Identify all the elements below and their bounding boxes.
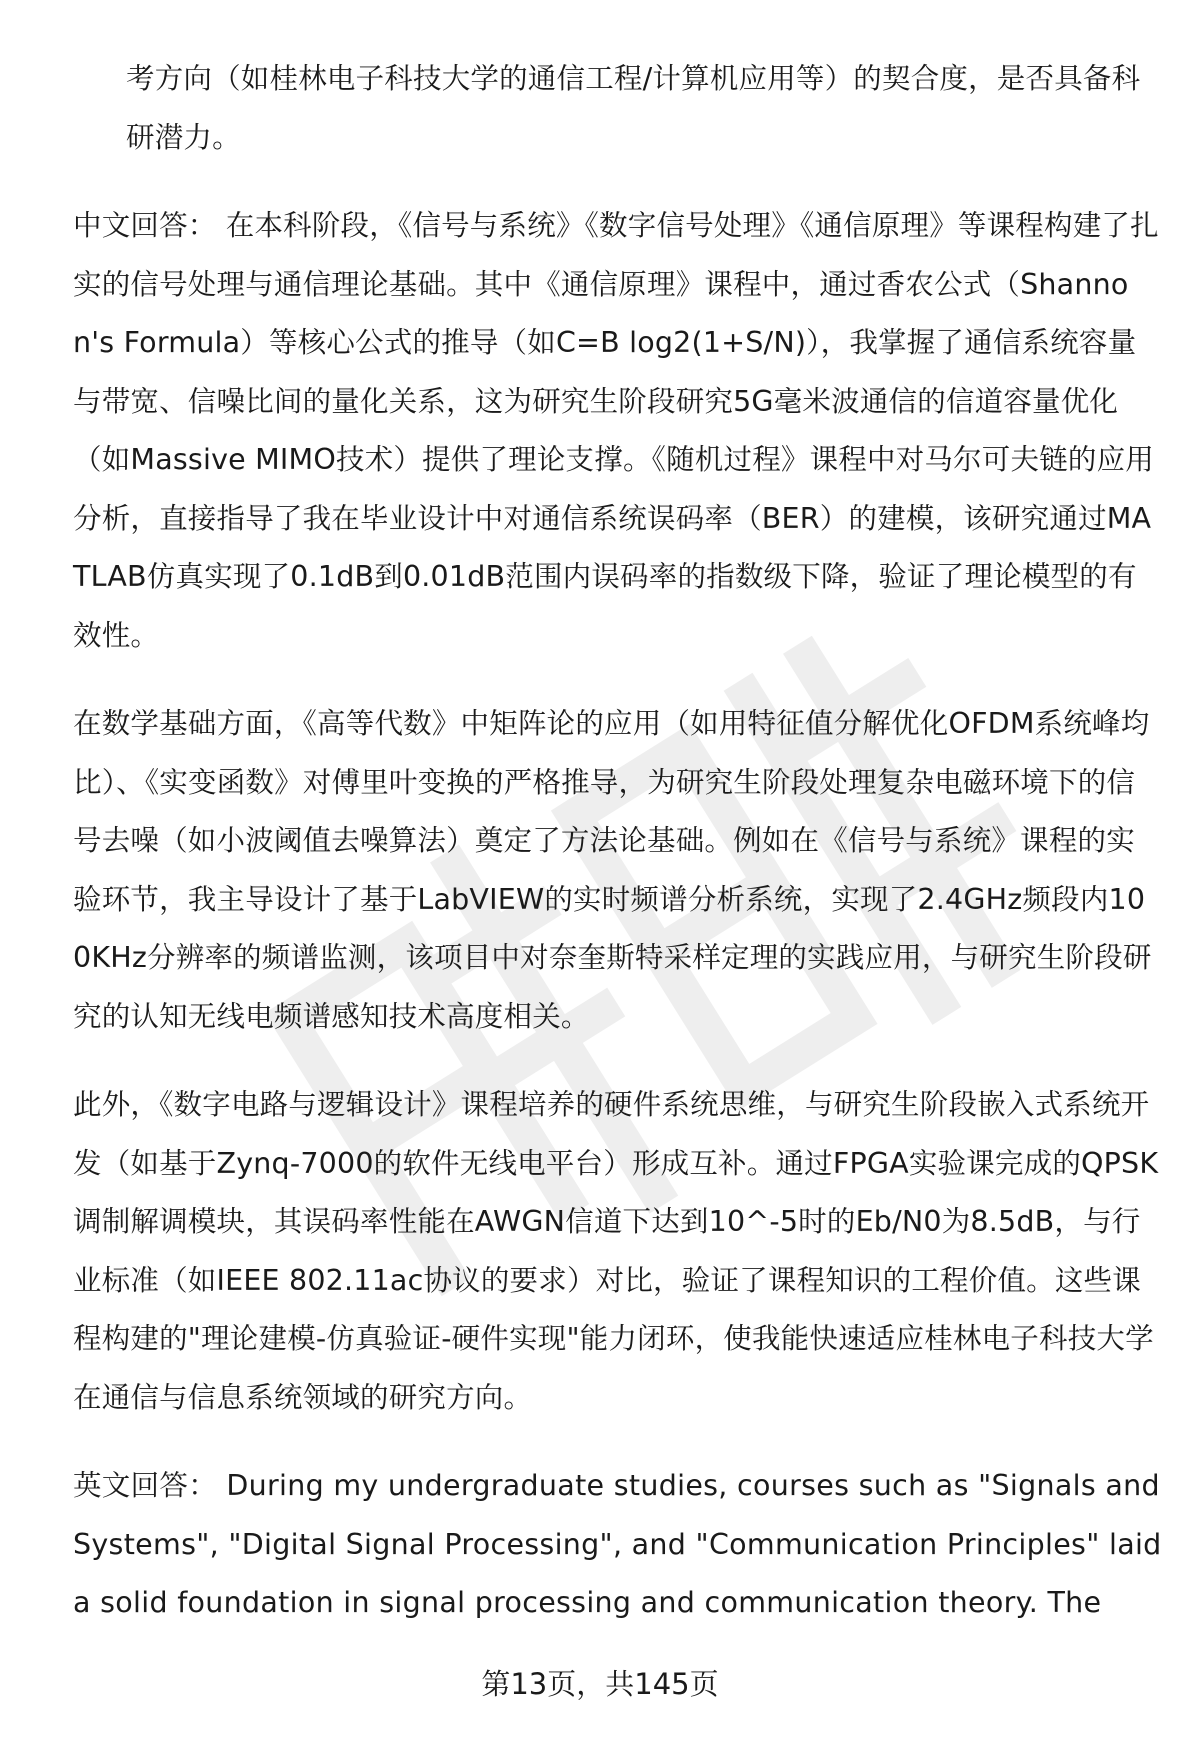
math-foundation-paragraph: 在数学基础方面，《高等代数》中矩阵论的应用（如用特征值分解优化OFDM系统峰均比）、《实变函数》对傅里叶变换的严格推导，为研究生阶段处理复杂电磁环境下的信号去噪（如小波阈值去噪算法）奠定了方法论基础。例如在《信号与系统》课程的实验环节，我主导设计了基于LabVIEW的实时频谱分析系统，实现了2.4GHz频段内100KHz分辨率的频谱监测，该项目中对奈奎斯特采样定理的实践应用，与研究生阶段研究的认知无线电频谱感知技术高度相关。	[73, 707, 1152, 1033]
chinese-answer-paragraph: 中文回答： 在本科阶段，《信号与系统》《数字信号处理》《通信原理》等课程构建了扎实的信号处理与通信理论基础。其中《通信原理》课程中，通过香农公式（Shannon's Formula）等核心公式的推导（如C=B log2(1+S/N)），我掌握了通信系统容量与带宽、信噪比间的量化关系，这为研究生阶段研究5G毫米波通信的信道容量优化（如Massive MIMO技术）提供了理论支撑。《随机过程》课程中对马尔可夫链的应用分析，直接指导了我在毕业设计中对通信系统误码率（BER）的建模，该研究通过MATLAB仿真实现了0.1dB到0.01dB范围内误码率的指数级下降，验证了理论模型的有效性。	[73, 209, 1159, 652]
hardware-paragraph: 此外，《数字电路与逻辑设计》课程培养的硬件系统思维，与研究生阶段嵌入式系统开发（如基于Zynq-7000的软件无线电平台）形成互补。通过FPGA实验课完成的QPSK调制解调模块，其误码率性能在AWGN信道下达到10^-5时的Eb/N0为8.5dB，与行业标准（如IEEE 802.11ac协议的要求）对比，验证了课程知识的工程价值。这些课程构建的"理论建模-仿真验证-硬件实现"能力闭环，使我能快速适应桂林电子科技大学在通信与信息系统领域的研究方向。	[73, 1088, 1159, 1414]
document-body	[73, 50, 1163, 1633]
paragraph-spacer	[73, 167, 1163, 197]
english-answer-paragraph: 英文回答： During my undergraduate studies, courses such as "Signals and Systems", "Digital Signal Processing", and "Communication Principles" laid a solid foundation in signal processing and communication theory. The	[73, 1469, 1162, 1619]
paragraph-spacer	[73, 1046, 1163, 1076]
continued-paragraph: 考方向（如桂林电子科技大学的通信工程/计算机应用等）的契合度，是否具备科研潜力。	[126, 62, 1141, 154]
page-number-footer: 第13页，共145页	[481, 1667, 719, 1701]
paragraph-spacer	[73, 665, 1163, 695]
paragraph-spacer	[73, 1427, 1163, 1457]
